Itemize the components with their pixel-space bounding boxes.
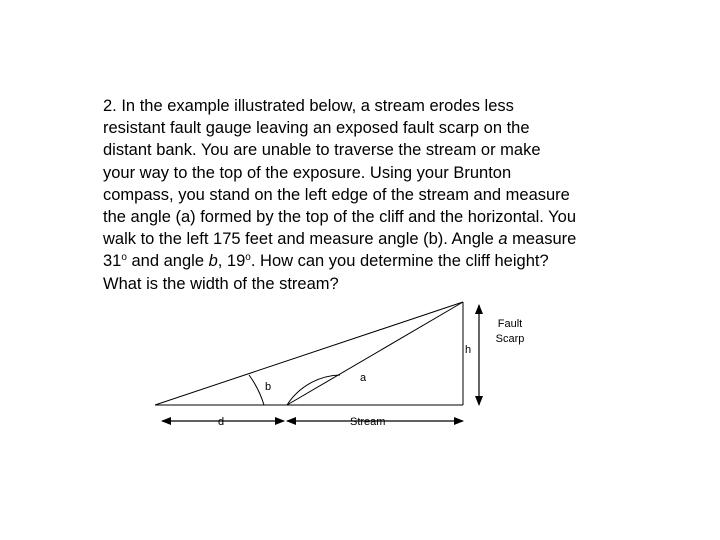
label-d: d bbox=[218, 416, 225, 428]
degree-symbol: o bbox=[121, 252, 127, 264]
problem-line: resistant fault gauge leaving an exposed fault scarp on the bbox=[103, 119, 530, 138]
label-fault-scarp: Scarp bbox=[495, 333, 525, 345]
angle-b-arc bbox=[249, 375, 264, 405]
angle-a-variable: a bbox=[498, 230, 508, 249]
problem-line: 2. In the example illustrated below, a stream erodes less bbox=[103, 97, 514, 115]
problem-question: . How can you determine the cliff height? bbox=[250, 252, 549, 271]
sight-line-b bbox=[155, 302, 463, 405]
problem-text-fragment: walk to the left 175 feet and measure angle (b). Angle bbox=[103, 230, 499, 249]
label-fault-scarp: Fault bbox=[497, 318, 523, 330]
problem-line: the angle (a) formed by the top of the cliff and the horizontal. You bbox=[103, 208, 577, 227]
problem-text-fragment: measure bbox=[507, 230, 577, 249]
label-angle-b: b bbox=[265, 381, 272, 393]
label-angle-a: a bbox=[360, 372, 367, 384]
label-h: h bbox=[465, 344, 472, 356]
degree-symbol: o bbox=[245, 252, 251, 264]
sight-line-a bbox=[287, 302, 463, 405]
label-stream: Stream bbox=[350, 416, 386, 428]
problem-line: compass, you stand on the left edge of the stream and measure bbox=[103, 185, 570, 204]
problem-line: What is the width of the stream? bbox=[103, 274, 339, 293]
angle-b-value: , 19 bbox=[217, 252, 246, 271]
problem-text-fragment: and angle bbox=[126, 252, 209, 271]
angle-a-value: 31 bbox=[103, 252, 122, 271]
problem-line: distant bank. You are unable to traverse the stream or make bbox=[103, 141, 541, 160]
angle-b-variable: b bbox=[208, 252, 218, 271]
problem-line: your way to the top of the exposure. Using your Brunton bbox=[103, 163, 512, 182]
